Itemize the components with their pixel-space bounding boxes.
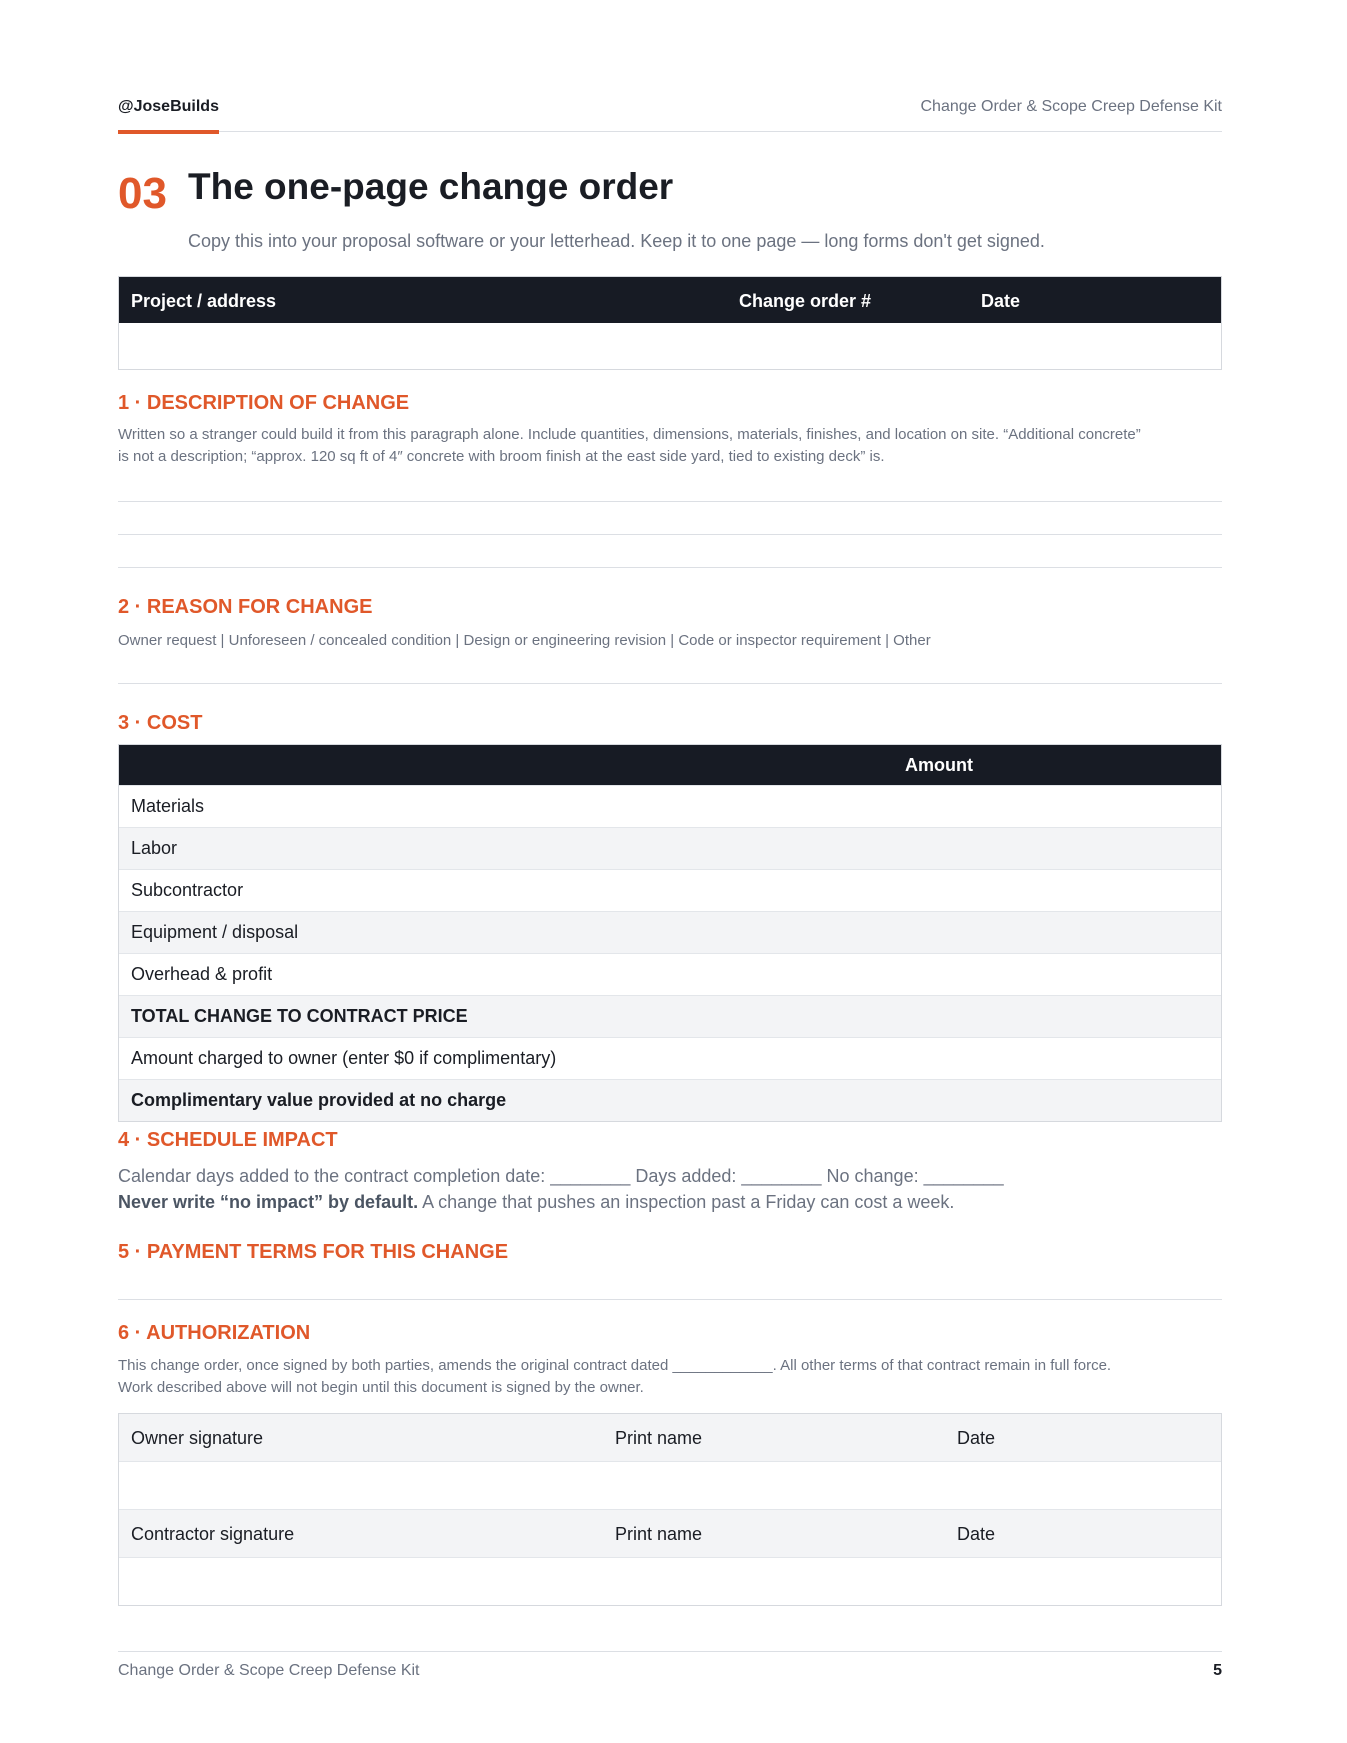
cost-row-total[interactable]: [119, 995, 1221, 1037]
payment-terms-write-line[interactable]: [118, 1299, 1222, 1300]
cost-row-label: Equipment / disposal: [131, 922, 299, 942]
authorization-text: [118, 1355, 1222, 1399]
amount-header: Amount: [905, 755, 973, 775]
header-accent-bar: [118, 130, 219, 134]
schedule-warning-text: A change that pushes an inspection past a Friday can cost a week.: [418, 1192, 955, 1212]
owner-signature-label: Owner signature: [131, 1428, 264, 1448]
cost-row-charged-to-owner[interactable]: [119, 1037, 1221, 1079]
footer-divider: [118, 1651, 1222, 1652]
schedule-warning-bold: Never write “no impact” by default.: [118, 1192, 419, 1212]
cost-row-label: Subcontractor: [131, 880, 244, 900]
reason-options: Owner request | Unforeseen / concealed condition | Design or engineering revision | Code or inspector requirement | Other: [118, 632, 931, 649]
cost-row-overhead[interactable]: [119, 953, 1221, 995]
header-divider: [118, 131, 1222, 132]
footer-kit-title: Change Order & Scope Creep Defense Kit: [118, 1662, 420, 1679]
contractor-signature-label: Contractor signature: [131, 1524, 295, 1544]
description-line-1: Written so a stranger could build it from this paragraph alone. Include quantities, dimensions, materials, finishes, and location on site. “Additional concrete”: [118, 426, 1141, 443]
cost-row-materials[interactable]: [119, 785, 1221, 827]
cost-row-label: Complimentary value provided at no charge: [131, 1090, 507, 1110]
cost-row-label: Labor: [131, 838, 178, 858]
brand-handle: @JoseBuilds: [118, 98, 219, 115]
cost-table: [118, 744, 1222, 1122]
description-heading: 1 · DESCRIPTION OF CHANGE: [118, 392, 410, 414]
payment-terms-heading: 5 · PAYMENT TERMS FOR THIS CHANGE: [118, 1241, 509, 1263]
cost-row-label: Overhead & profit: [131, 964, 273, 984]
description-write-line[interactable]: [118, 534, 1222, 535]
project-address-header: Project / address: [131, 291, 277, 311]
cost-row-complimentary[interactable]: [119, 1079, 1221, 1121]
owner-date-label: Date: [957, 1428, 996, 1448]
owner-signature-field[interactable]: [119, 1461, 1221, 1509]
cost-row-subcontractor[interactable]: [119, 869, 1221, 911]
cost-row-label: Amount charged to owner (enter $0 if complimentary): [131, 1048, 557, 1068]
project-table-header: [119, 277, 1221, 323]
reason-divider: [118, 683, 1222, 684]
description-instructions: [118, 424, 1222, 468]
description-write-line[interactable]: [118, 567, 1222, 568]
cost-row-label: TOTAL CHANGE TO CONTRACT PRICE: [131, 1006, 468, 1026]
change-order-number-header: Change order #: [739, 291, 872, 311]
reason-heading: 2 · REASON FOR CHANGE: [118, 596, 373, 618]
authorization-line-1: This change order, once signed by both parties, amends the original contract dated ____________. All other terms of that contract remain in full force.: [118, 1357, 1112, 1374]
owner-print-name-label: Print name: [615, 1428, 703, 1448]
date-header: Date: [981, 291, 1021, 311]
cost-table-header: [119, 745, 1221, 785]
contractor-print-name-label: Print name: [615, 1524, 703, 1544]
schedule-warning: [118, 1192, 954, 1213]
contractor-date-label: Date: [957, 1524, 996, 1544]
header-kit-title: Change Order & Scope Creep Defense Kit: [920, 98, 1222, 115]
cost-row-equipment[interactable]: [119, 911, 1221, 953]
authorization-heading: 6 · AUTHORIZATION: [118, 1322, 311, 1344]
page-subtitle: Copy this into your proposal software or your letterhead. Keep it to one page — long forms don't get signed.: [188, 231, 1045, 251]
signature-table: [118, 1413, 1222, 1606]
schedule-days-line: Calendar days added to the contract completion date: ________ Days added: ________ No change: ________: [118, 1166, 1004, 1186]
description-write-line[interactable]: [118, 501, 1222, 502]
cost-row-label: Materials: [131, 796, 205, 816]
schedule-heading: 4 · SCHEDULE IMPACT: [118, 1129, 338, 1151]
page-header: [118, 98, 1222, 134]
project-table-entry-row[interactable]: [119, 323, 1221, 369]
cost-heading: 3 · COST: [118, 712, 203, 734]
page-title: The one-page change order: [188, 166, 674, 207]
contractor-signature-field[interactable]: [119, 1557, 1221, 1605]
project-table: [118, 276, 1222, 370]
contractor-signature-labels: [119, 1509, 1221, 1557]
authorization-line-2: Work described above will not begin until this document is signed by the owner.: [118, 1379, 644, 1396]
cost-row-labor[interactable]: [119, 827, 1221, 869]
description-line-2: is not a description; “approx. 120 sq ft of 4″ concrete with broom finish at the east side yard, tied to existing deck” is.: [118, 448, 885, 465]
page-number: 5: [1213, 1662, 1222, 1679]
owner-signature-labels: [119, 1414, 1221, 1461]
section-number: 03: [118, 169, 167, 218]
